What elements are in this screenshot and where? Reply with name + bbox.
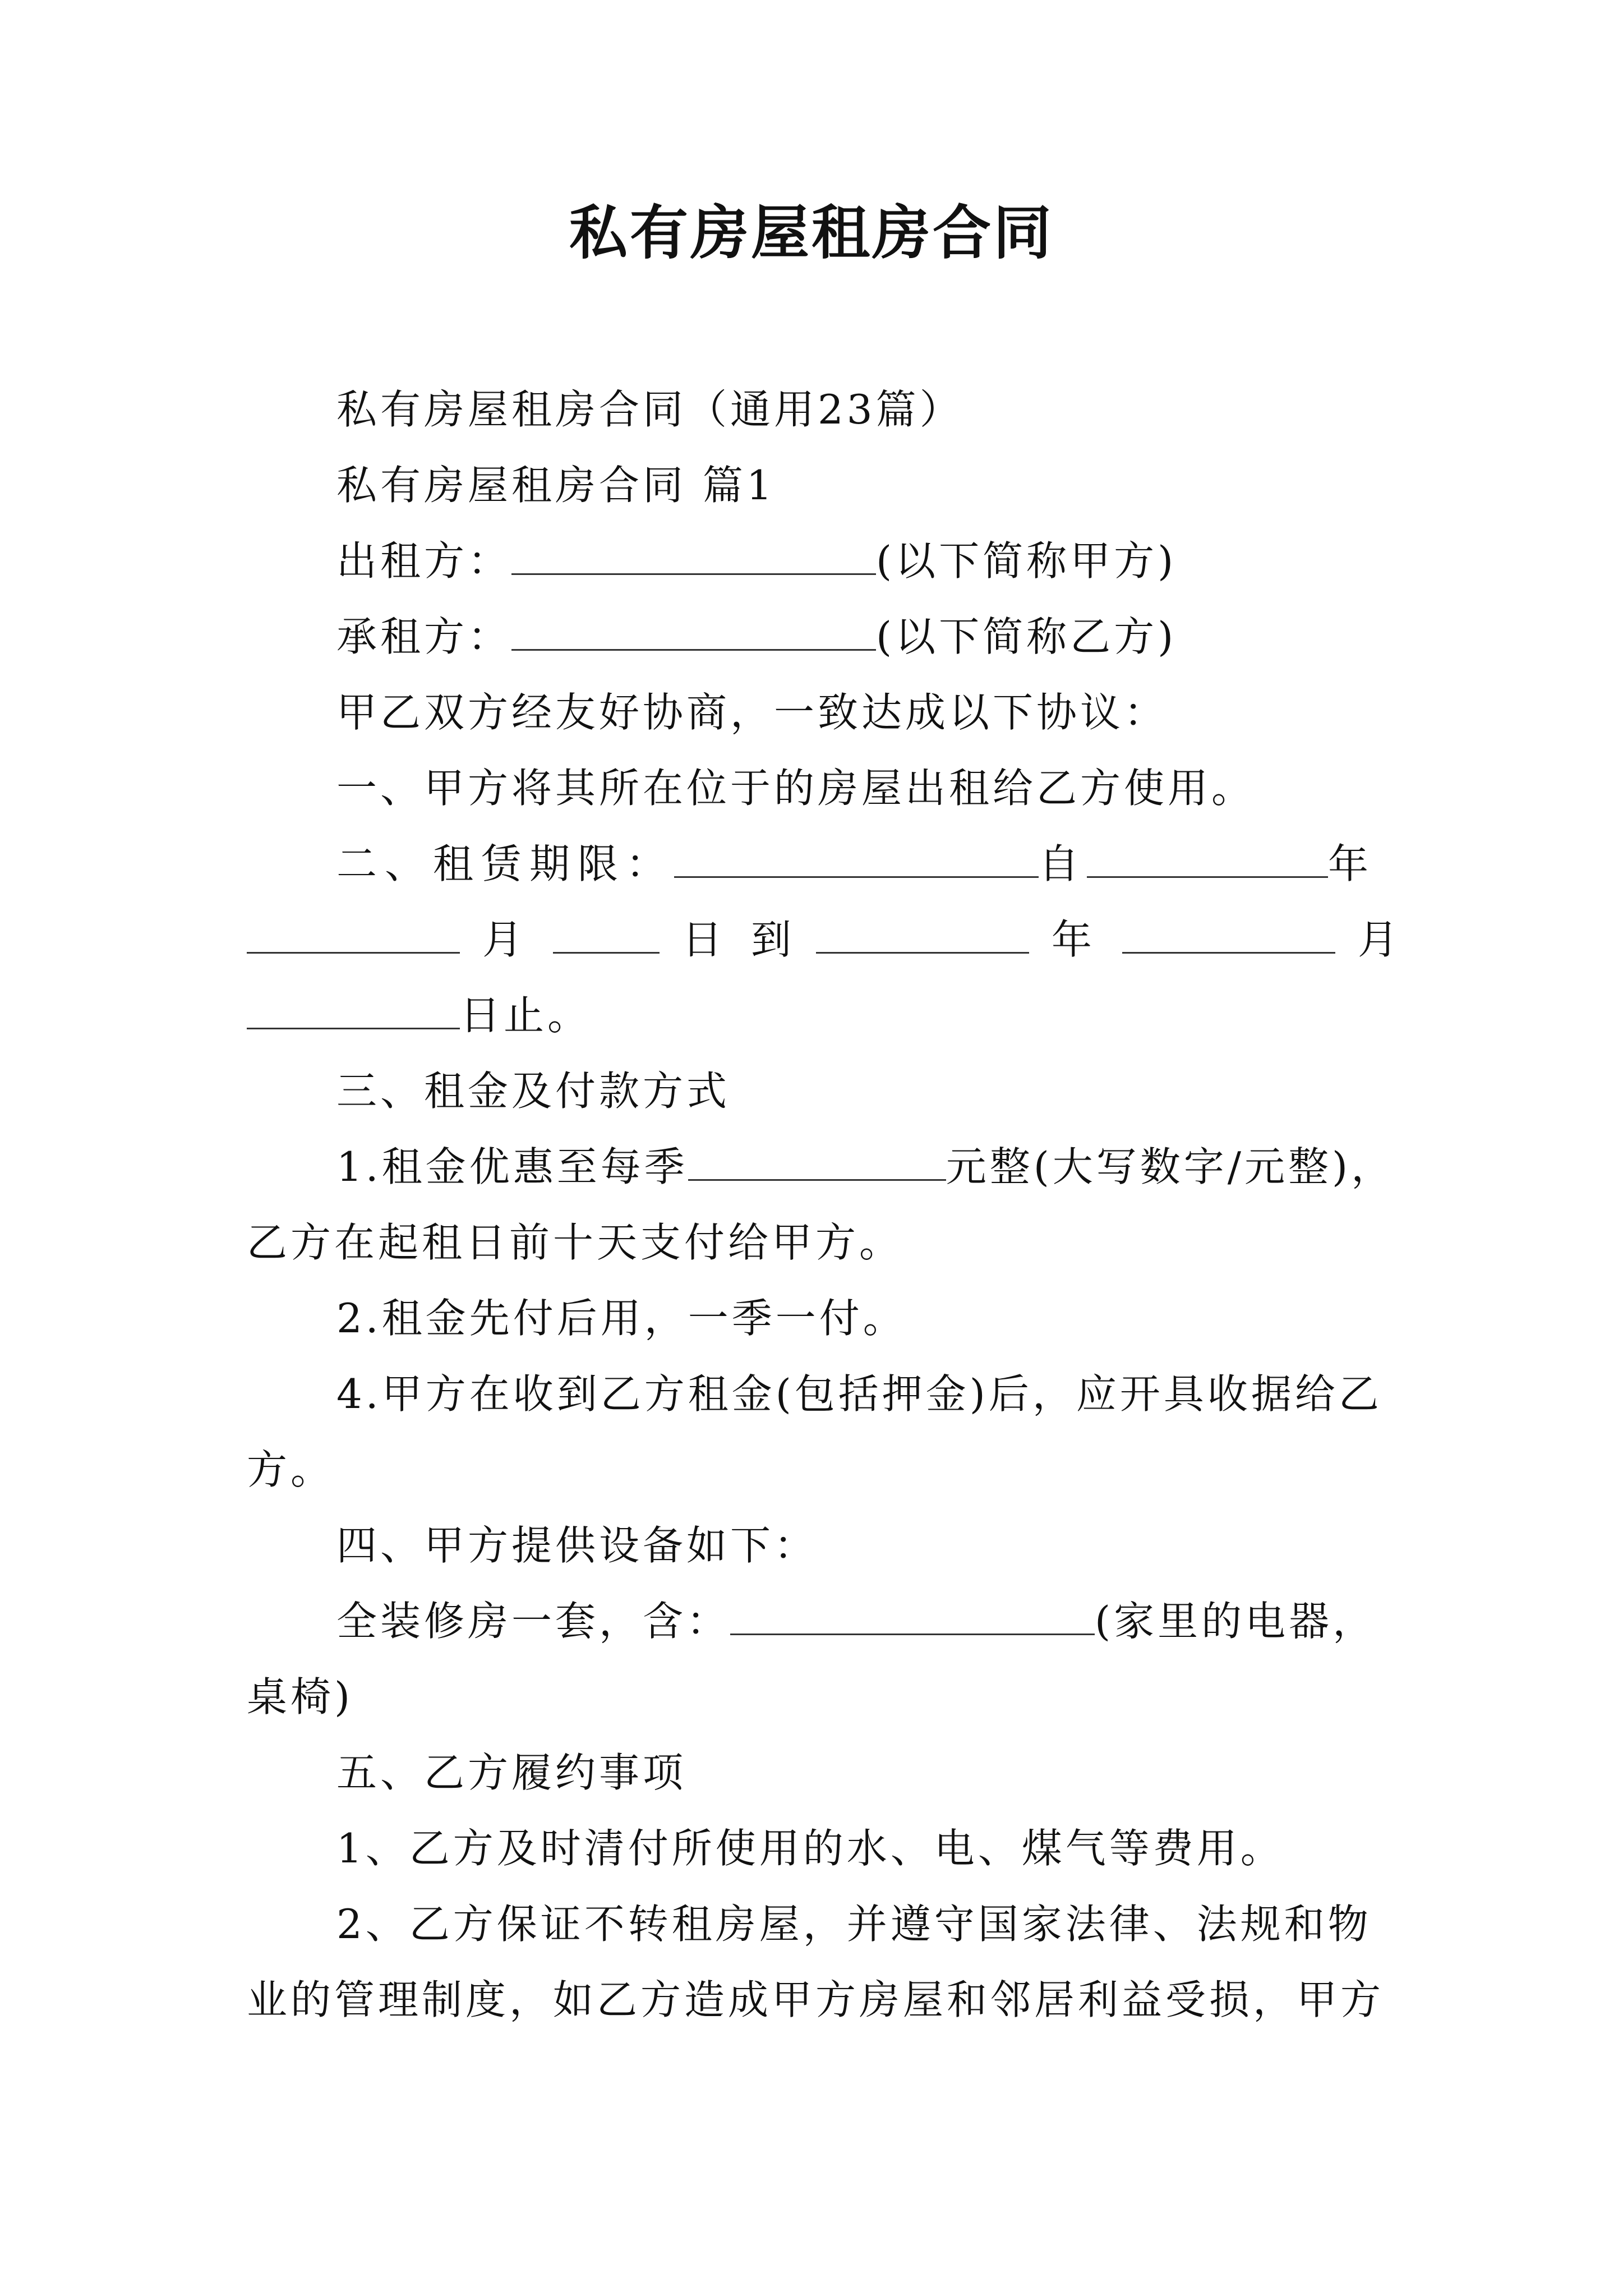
document-title: 私有房屋租房合同 — [569, 198, 1054, 267]
to-day-blank — [247, 987, 460, 1029]
month-label: 月 — [482, 916, 531, 963]
lessor-label: 出租方： — [336, 537, 512, 585]
lessee-blank — [511, 609, 876, 651]
paragraph-line: 方。 — [247, 1446, 335, 1493]
section-heading: 四、甲方提供设备如下： — [336, 1522, 818, 1569]
equipment-line — [336, 1593, 1376, 1649]
year-label-2: 年 — [1051, 916, 1100, 963]
end-label: 日止。 — [460, 992, 592, 1039]
from-day-blank — [553, 912, 660, 954]
rent-note: 元整(大写数字/元整)， — [946, 1143, 1395, 1190]
from-year-blank — [1087, 836, 1328, 878]
lessor-note: (以下简称甲方) — [876, 537, 1177, 585]
equipment-label: 全装修房一套，含： — [336, 1598, 731, 1645]
section-heading: 三、租金及付款方式 — [336, 1068, 731, 1115]
to-year-blank — [816, 912, 1029, 954]
from-month-blank — [247, 912, 460, 954]
section-heading: 私有房屋租房合同 篇1 — [336, 462, 776, 509]
rent-label: 1.租金优惠至每季 — [336, 1143, 688, 1190]
equipment-blank — [730, 1593, 1095, 1635]
lessee-note: (以下简称乙方) — [876, 613, 1177, 660]
lease-term-blank — [674, 836, 1039, 878]
subtitle-line: 私有房屋租房合同（通用23篇） — [336, 386, 963, 433]
date-range-line — [247, 912, 1406, 968]
paragraph-line: 乙方在起租日前十天支付给甲方。 — [247, 1219, 903, 1266]
lessor-blank — [511, 533, 876, 575]
paragraph-line: 甲乙双方经友好协商，一致达成以下协议： — [336, 689, 1168, 736]
lease-term-label: 二、租赁期限： — [336, 840, 675, 887]
clause-line: 一、甲方将其所在位于的房屋出租给乙方使用。 — [336, 765, 1256, 812]
day-to-label: 日 到 — [682, 916, 799, 963]
lessee-label: 承租方： — [336, 613, 512, 660]
lease-term-line — [336, 836, 1376, 892]
year-label: 年 — [1328, 840, 1377, 887]
rent-line — [336, 1139, 1395, 1195]
section-heading: 五、乙方履约事项 — [336, 1749, 687, 1796]
month-label-2: 月 — [1357, 916, 1406, 963]
to-month-blank — [1122, 912, 1335, 954]
equipment-note: (家里的电器， — [1095, 1598, 1377, 1645]
lessee-line — [336, 609, 1177, 665]
paragraph-line: 2、乙方保证不转租房屋，并遵守国家法律、法规和物 — [336, 1901, 1372, 1948]
lessor-line — [336, 533, 1177, 589]
from-label: 自 — [1039, 840, 1087, 887]
rent-blank — [688, 1139, 946, 1181]
paragraph-line: 4.甲方在收到乙方租金(包括押金)后，应开具收据给乙 — [336, 1370, 1382, 1418]
date-end-line — [247, 987, 591, 1043]
paragraph-line: 1、乙方及时清付所使用的水、电、煤气等费用。 — [336, 1825, 1284, 1872]
paragraph-line: 业的管理制度，如乙方造成甲方房屋和邻居利益受损，甲方 — [247, 1976, 1385, 2023]
paragraph-line: 2.租金先付后用，一季一付。 — [336, 1295, 907, 1342]
paragraph-line: 桌椅) — [247, 1673, 354, 1720]
